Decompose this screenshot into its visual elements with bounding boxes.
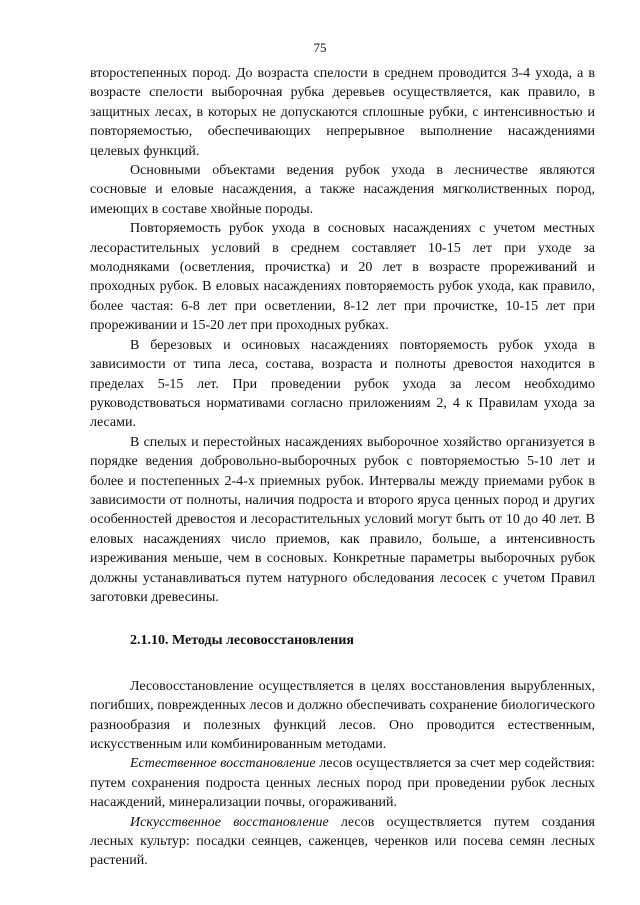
italic-term: Естественное восстановление (130, 756, 316, 772)
paragraph-5: В спелых и перестойных насаждениях выборочное хозяйство организуется в порядке ведения добровольно-выборочных рубок с повторяемостью 5-10 лет и более и постепенных 2-4-х приемных рубок. Интервалы между приемами рубок в зависимости от полноты, наличия подроста и второго яруса ценных пород и других особенностей древостоя и лесорастительных условий могут быть от 10 до 40 лет. В еловых насаждениях число приемов, как правило, больше, а интенсивность изреживания меньше, чем в сосновых. Конкретные параметры выборочных рубок должны устанавливаться путем натурного обследования лесосек с учетом Правил заготовки древесины. (90, 434, 595, 605)
paragraph-7 (90, 754, 595, 812)
paragraph-3: Повторяемость рубок ухода в сосновых насаждениях с учетом местных лесорастительных условий в среднем составляет 10-15 лет при уходе за молодняками (осветления, прочистка) и 20 лет в возрасте прореживаний и проходных рубок. В еловых насаждениях повторяемость рубок ухода, как правило, более частая: 6-8 лет при осветлении, 8-12 лет при прочистке, 10-15 лет при прореживании и 15-20 лет при проходных рубках. (90, 221, 595, 334)
spacer (90, 651, 595, 677)
paragraph-text: лесов осуществляется за счет мер содействия: путем сохранения подроста ценных лесных пород при проведении рубок лесных насаждений, минерализации почвы, огораживаний. (90, 756, 595, 811)
document-body (90, 64, 595, 871)
spacer (90, 607, 595, 631)
paragraph-1: второстепенных пород. До возраста спелости в среднем проводится 3-4 ухода, а в возрасте спелости выборочная рубка деревьев осуществляется, как правило, в защитных лесах, в которых не допускаются сплошные рубки, с интенсивностью и повторяемостью, обеспечивающих непрерывное выполнение насаждениями целевых функций. (90, 66, 595, 159)
paragraph-8 (90, 813, 595, 871)
paragraph-6: Лесовосстановление осуществляется в целях восстановления вырубленных, погибших, поврежденных лесов и должно обеспечивать сохранение биологического разнообразия и полезных функций лесов. Оно проводится естественным, искусственным или комбинированным методами. (90, 678, 595, 752)
page-number: 75 (313, 40, 327, 55)
section-heading: 2.1.10. Методы лесовосстановления (130, 633, 354, 649)
paragraph-2: Основными объектами ведения рубок ухода в лесничестве являются сосновые и еловые насаждения, а также насаждения мягколиственных пород, имеющих в составе хвойные породы. (90, 163, 595, 217)
paragraph-text: лесов осуществляется путем создания лесных культур: посадки сеянцев, саженцев, черенков или посева семян лесных растений. (90, 814, 595, 869)
italic-term: Искусственное восстановление (130, 814, 329, 830)
paragraph-4: В березовых и осиновых насаждениях повторяемость рубок ухода в зависимости от типа леса, состава, возраста и полноты древостоя находится в пределах 5-15 лет. При проведении рубок ухода за лесом необходимо руководствоваться нормативами согласно приложениям 2, 4 к Правилам ухода за лесами. (90, 337, 595, 431)
